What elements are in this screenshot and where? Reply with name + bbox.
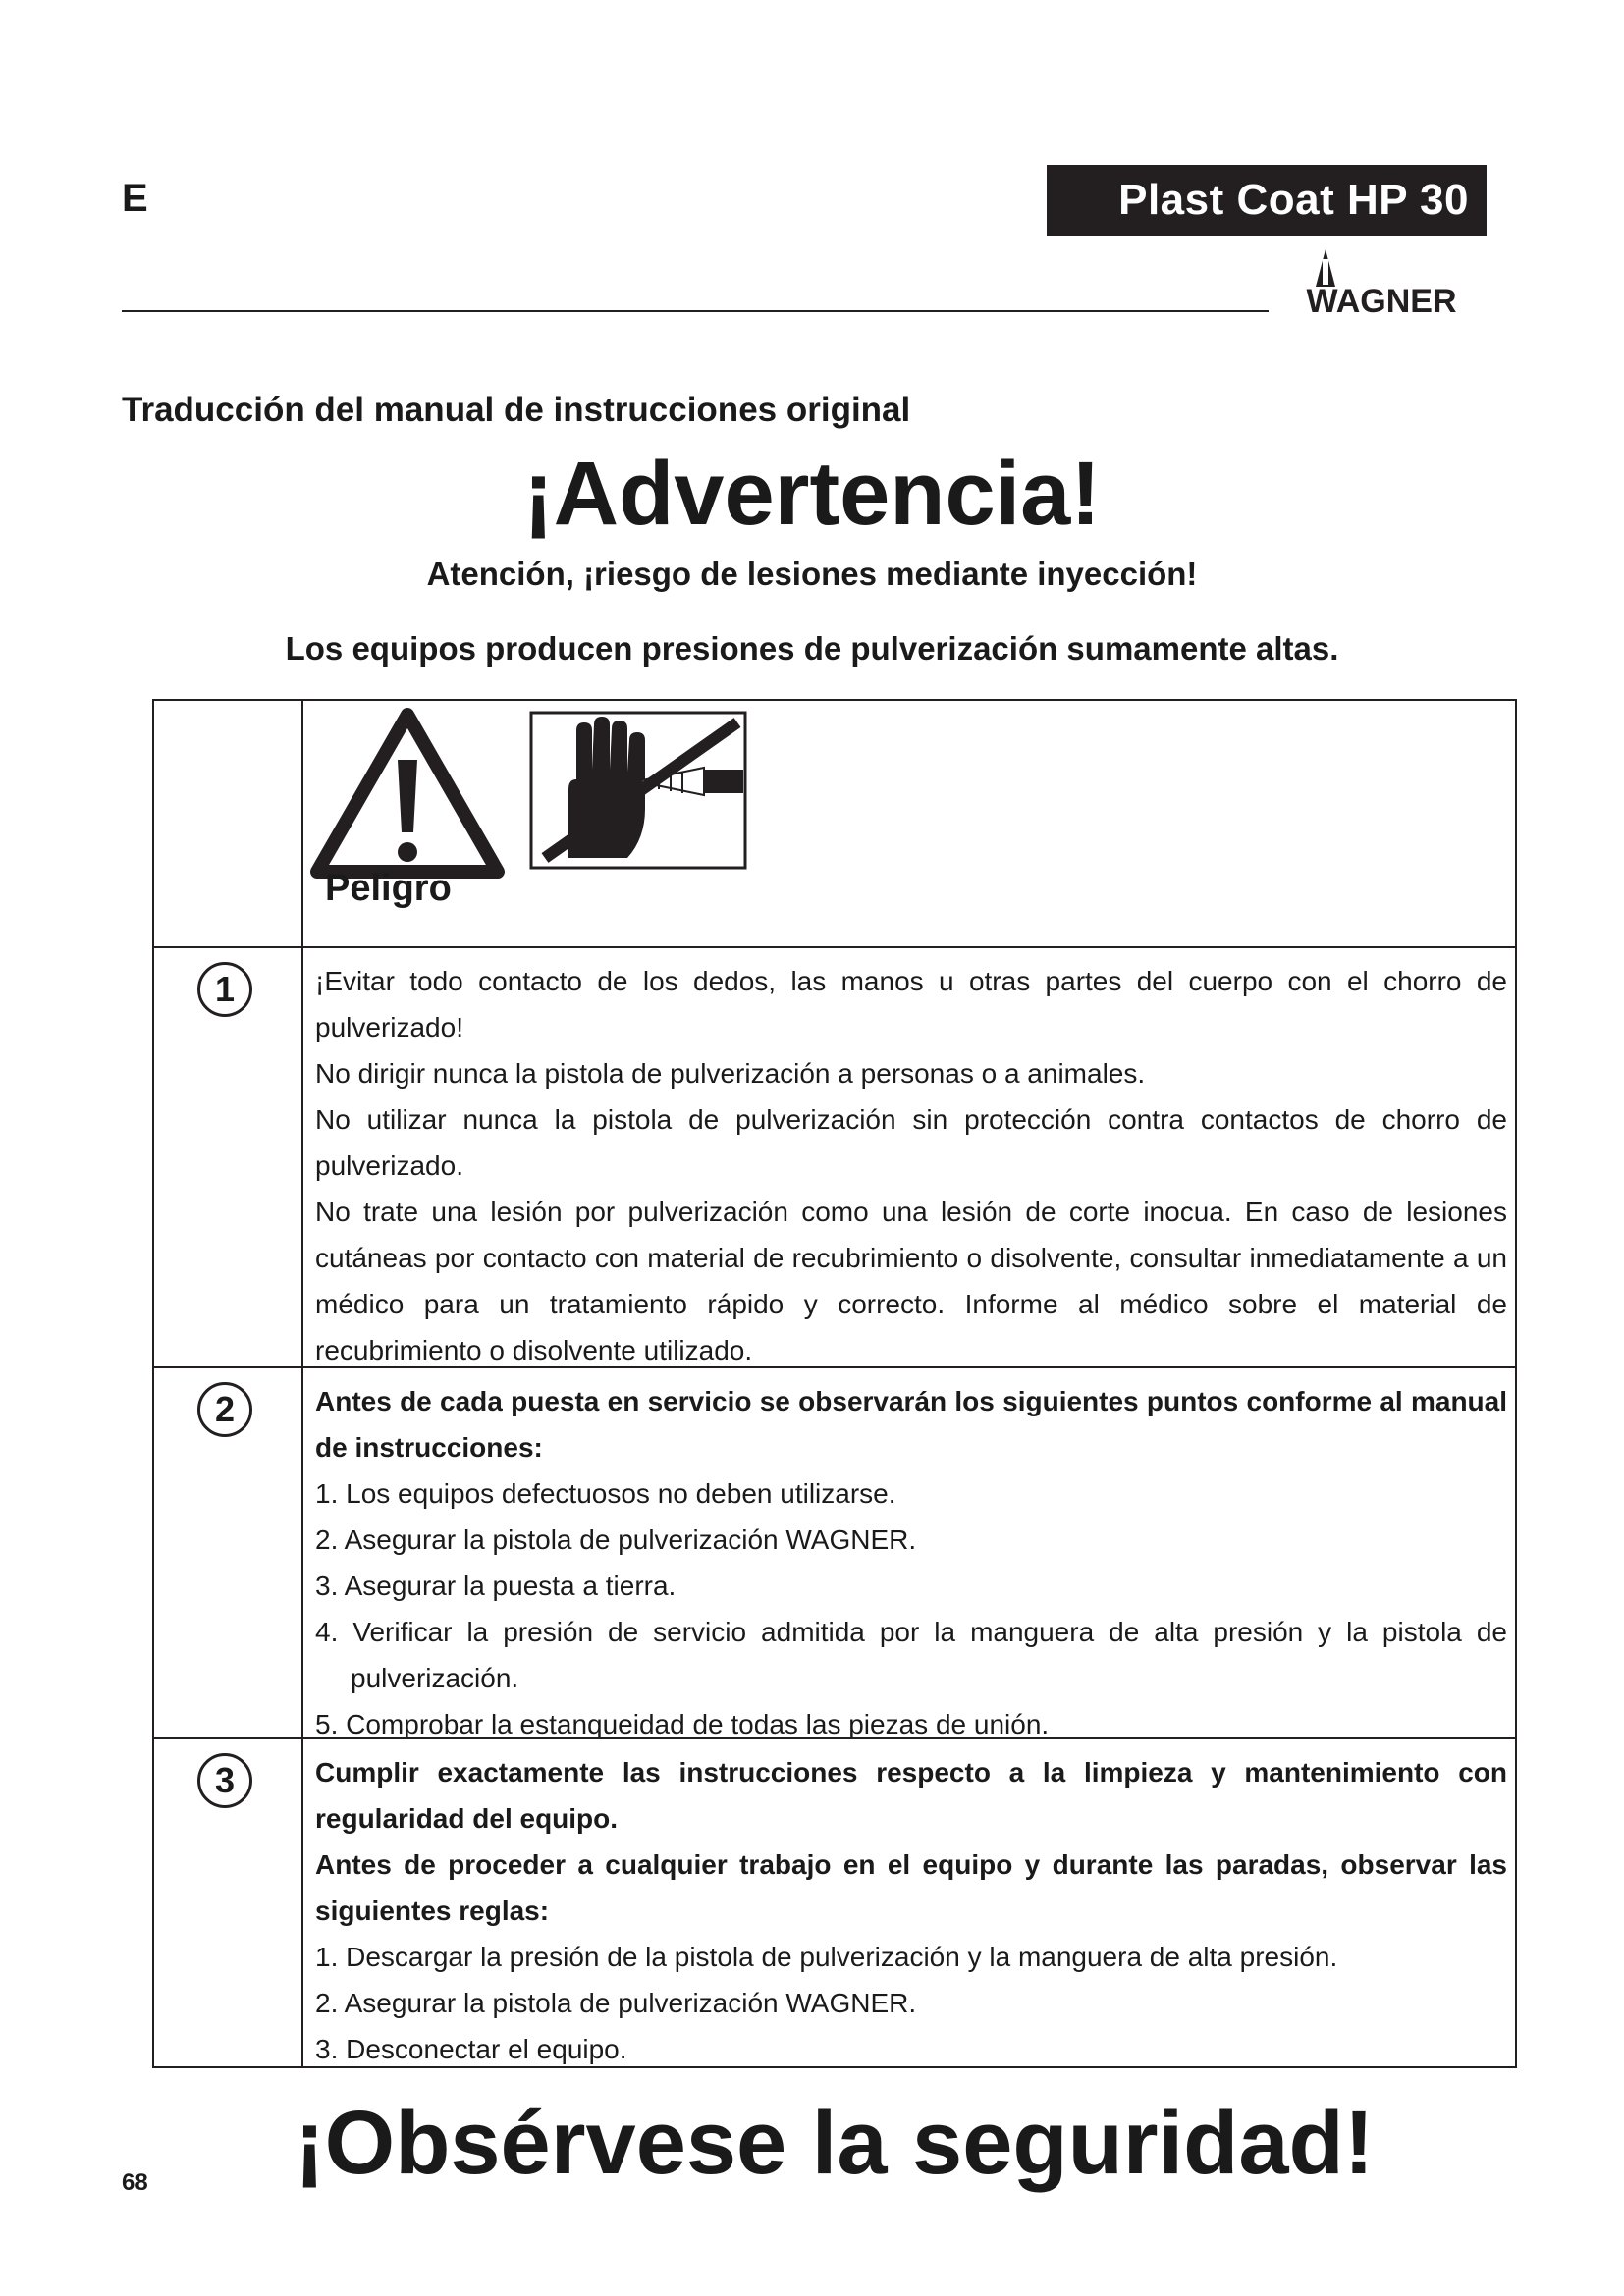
warning-title: ¡Advertencia! [523, 444, 1101, 544]
step-number-3: 3 [197, 1753, 252, 1808]
step-number-1: 1 [197, 962, 252, 1017]
brand-name: WAGNER [1306, 283, 1457, 316]
row3-item-2: 2. Asegurar la pistola de pulverización WAGNER. [315, 1988, 917, 2018]
row1-paragraph-1: ¡Evitar todo contacto de los dedos, las manos u otras partes del cuerpo con el chorro de pulverizado! [315, 966, 1507, 1042]
page-number: 68 [122, 2169, 148, 2196]
safety-table [152, 699, 1517, 2068]
row3-item-3: 3. Desconectar el equipo. [315, 2034, 627, 2064]
row1-paragraph-2: No dirigir nunca la pistola de pulverización a personas o a animales. [315, 1058, 1146, 1089]
row2-item-5: 5. Comprobar la estanqueidad de todas las piezas de unión. [315, 1709, 1050, 1739]
danger-label: Peligro [325, 868, 452, 909]
icon-row [154, 701, 1515, 946]
step-number-2: 2 [197, 1382, 252, 1437]
row3-heading-2: Antes de proceder a cualquier trabajo en el equipo y durante las paradas, observar las siguientes reglas: [315, 1849, 1507, 1926]
row2-heading: Antes de cada puesta en servicio se observarán los siguientes puntos conforme al manual de instrucciones: [315, 1386, 1507, 1463]
wagner-logo [1272, 247, 1490, 316]
language-code: E [122, 177, 148, 220]
row1-paragraph-4: No trate una lesión por pulverización como una lesión de corte inocua. En caso de lesiones cutáneas por contacto con material de recubrimiento o disolvente, consultar inmediatamente a un médico para un tratamiento rápido y correcto. Informe al médico sobre el material de recubrimiento o disolvente utilizado. [315, 1197, 1507, 1365]
safety-row-2 [154, 1366, 1515, 1737]
danger-triangle-icon [309, 707, 506, 880]
header-divider [122, 310, 1269, 312]
model-name-banner: Plast Coat HP 30 [1047, 165, 1487, 236]
row2-item-3: 3. Asegurar la puesta a tierra. [315, 1571, 677, 1601]
hand-injection-prohibited-icon [529, 711, 747, 870]
document-subtitle: Traducción del manual de instrucciones original [122, 391, 911, 429]
safety-row-3 [154, 1737, 1515, 2066]
warning-high-pressure: Los equipos producen presiones de pulverización sumamente altas. [285, 630, 1339, 667]
safety-row-1 [154, 946, 1515, 1366]
row1-paragraph-3: No utilizar nunca la pistola de pulverización sin protección contra contactos de chorro de pulverizado. [315, 1104, 1507, 1181]
row2-item-4: 4. Verificar la presión de servicio admitida por la manguera de alta presión y la pistola de pulverización. [315, 1617, 1507, 1693]
footer-safety-title: ¡Obsérvese la seguridad! [295, 2093, 1375, 2193]
row3-heading: Cumplir exactamente las instrucciones respecto a la limpieza y mantenimiento con regularidad del equipo. [315, 1757, 1507, 1834]
warning-injection-risk: Atención, ¡riesgo de lesiones mediante inyección! [426, 556, 1198, 592]
row3-item-1: 1. Descargar la presión de la pistola de pulverización y la manguera de alta presión. [315, 1942, 1338, 1972]
row2-item-2: 2. Asegurar la pistola de pulverización WAGNER. [315, 1524, 917, 1555]
row2-item-1: 1. Los equipos defectuosos no deben utilizarse. [315, 1478, 896, 1509]
